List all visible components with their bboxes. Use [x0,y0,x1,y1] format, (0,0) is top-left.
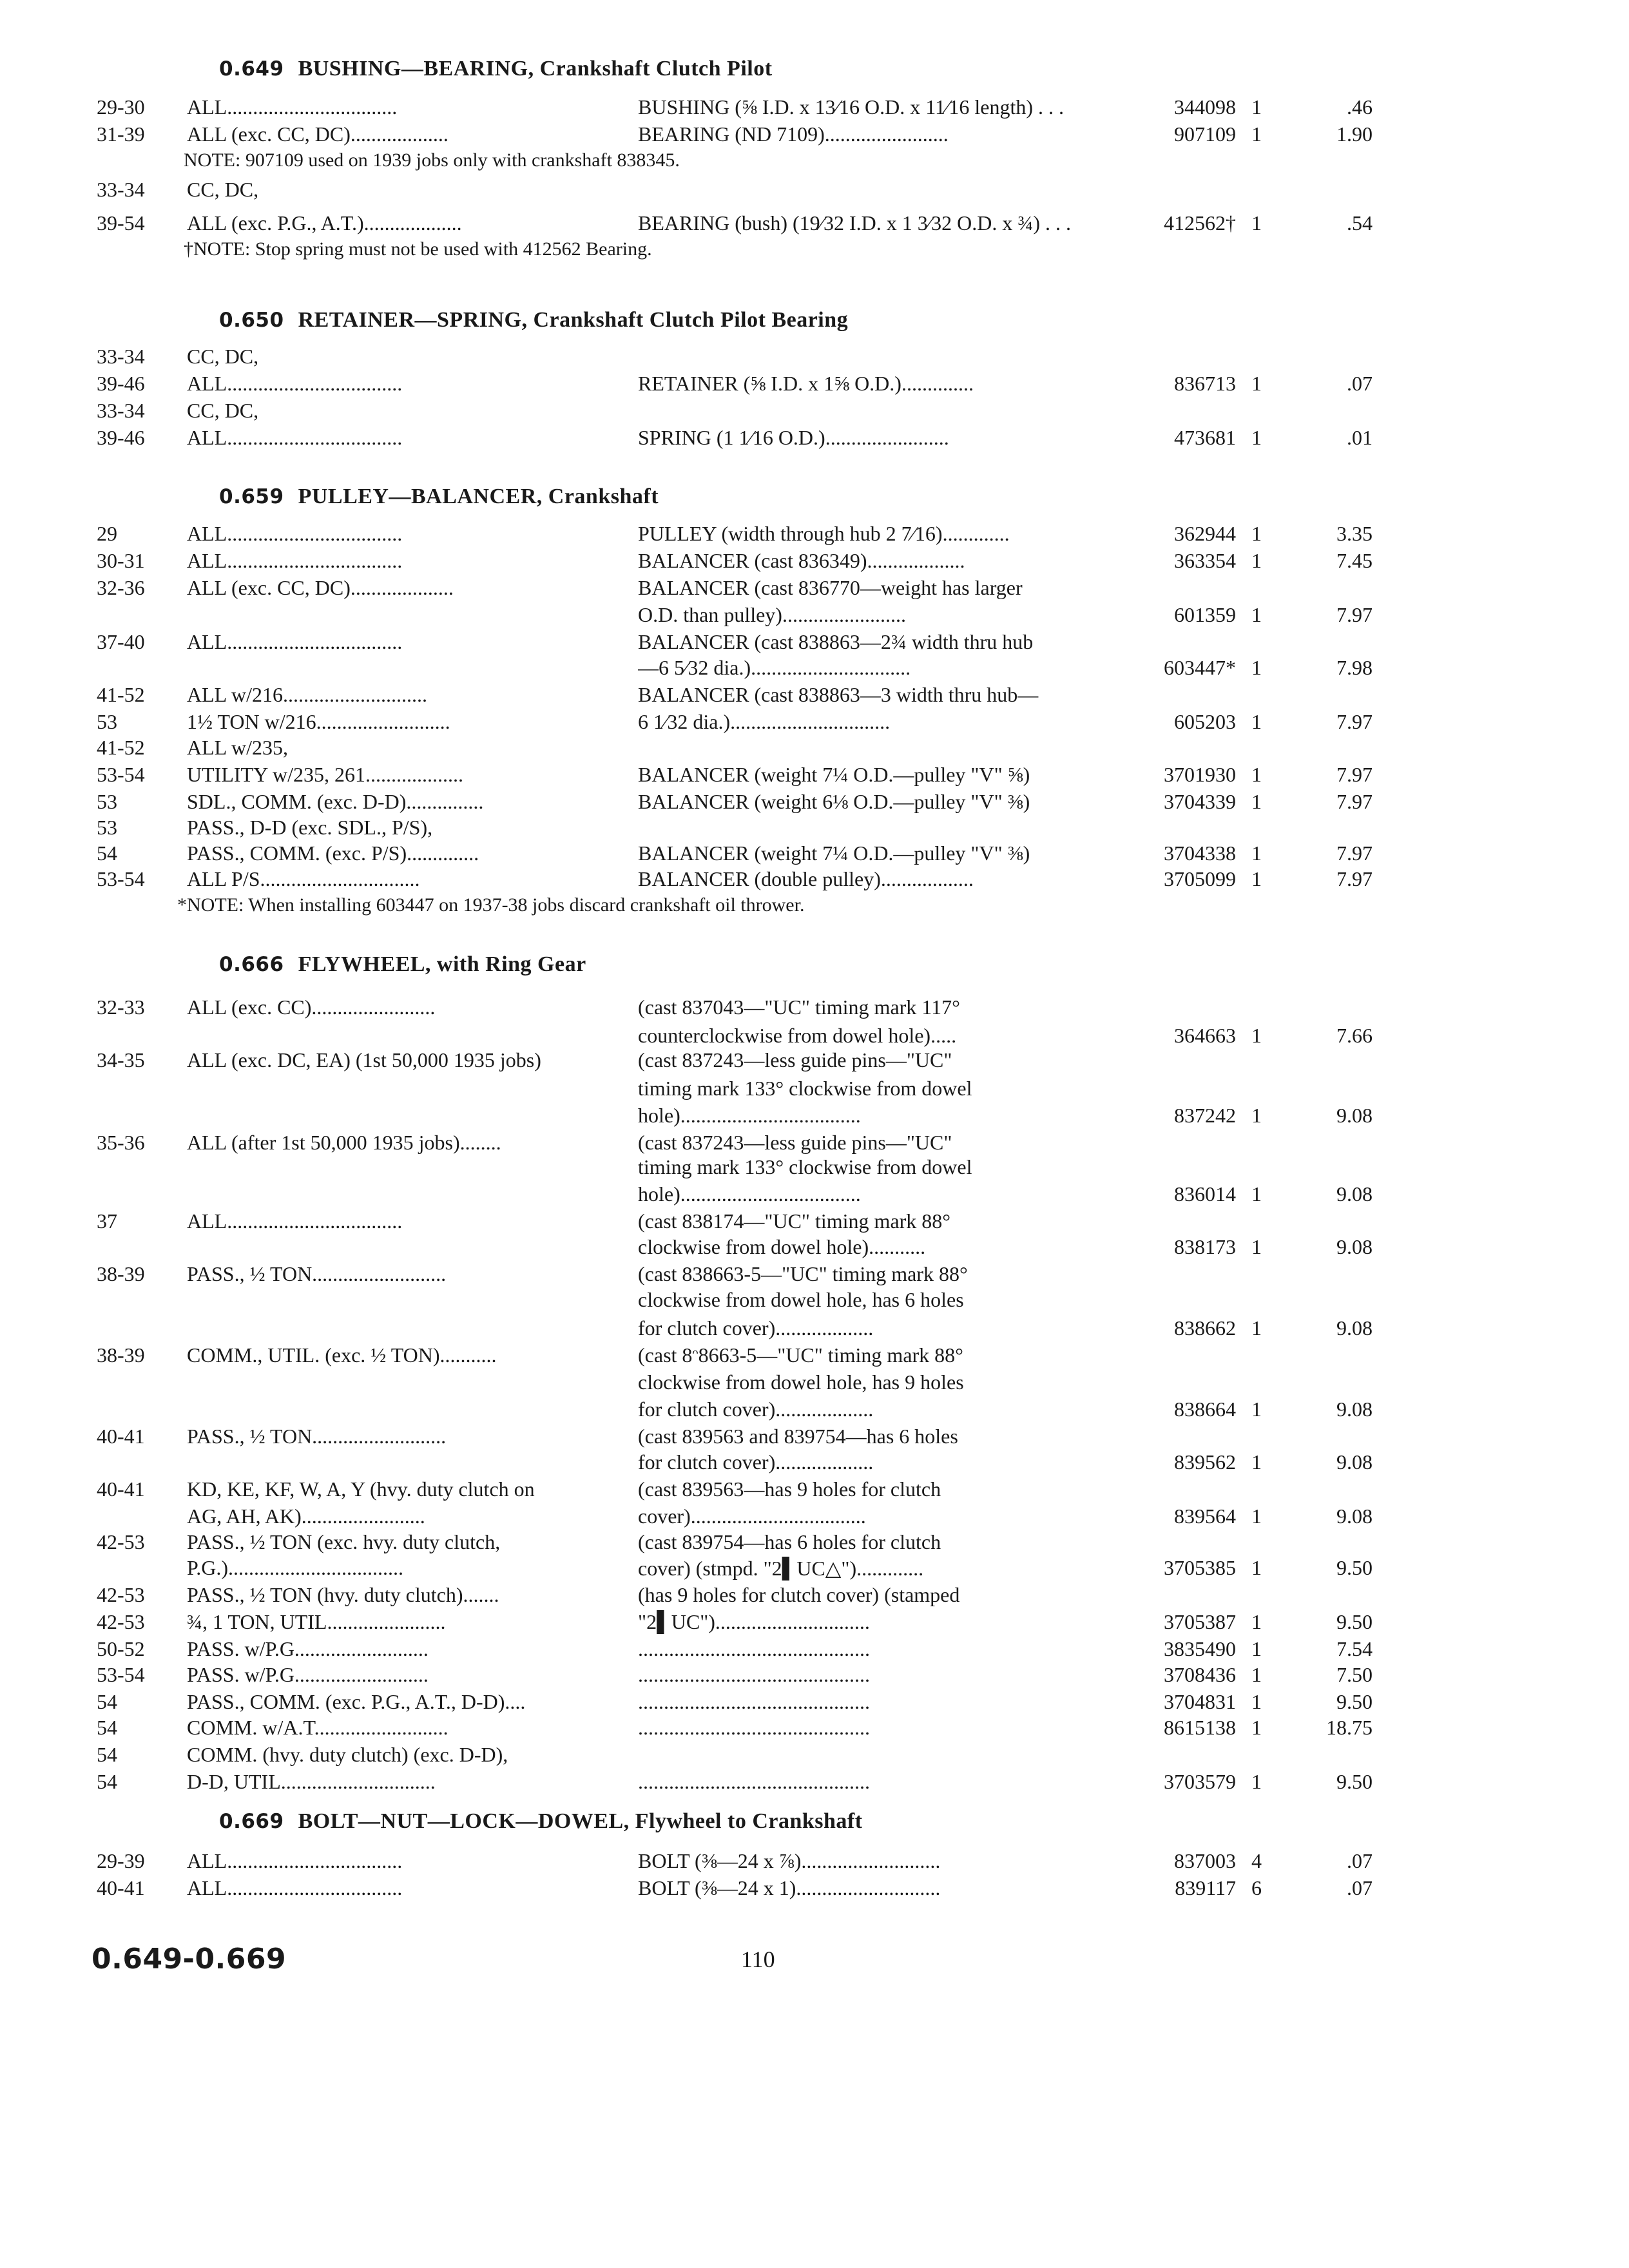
quantity-cell: 1 [1251,1663,1262,1686]
price-cell: 9.50 [1336,1610,1373,1633]
quantity-cell: 1 [1251,1316,1262,1340]
years-cell: 37-40 [97,630,145,653]
price-cell: .07 [1347,1849,1373,1872]
price-cell: 9.50 [1336,1690,1373,1713]
price-cell: 7.97 [1336,867,1373,890]
quantity-cell: 1 [1251,1556,1262,1579]
quantity-cell: 1 [1251,841,1262,865]
parts-row [0,399,1629,425]
part-number-cell: 412562† [1164,211,1236,235]
quantity-cell: 1 [1251,122,1262,146]
parts-row [0,345,1629,370]
years-cell: 32-36 [97,576,145,599]
years-cell: 39-46 [97,426,145,449]
part-number-cell: 605203 [1174,710,1236,733]
section-heading [219,952,586,977]
part-number-cell: 3705385 [1164,1556,1236,1579]
years-cell: 33-34 [97,345,145,368]
price-cell: 7.45 [1336,549,1373,572]
part-number-cell: 601359 [1174,603,1236,626]
parts-row [0,1477,1629,1503]
application-cell: ALL w/216............................ [187,683,428,706]
application-cell: CC, DC, [187,345,259,368]
parts-row [0,1504,1629,1530]
section-number: 0.659 [219,485,284,508]
description-cell: hole)................................... [638,1104,861,1127]
description-cell: O.D. than pulley)........................ [638,603,906,626]
years-cell: 39-46 [97,372,145,395]
price-cell: 9.08 [1336,1104,1373,1127]
description-cell: counterclockwise from dowel hole)..... [638,1024,957,1047]
description-cell: (has 9 holes for clutch cover) (stamped [638,1583,960,1606]
description-cell: BEARING (ND 7109)........................ [638,122,949,146]
price-cell: 7.97 [1336,841,1373,865]
parts-row [0,736,1629,762]
parts-row [0,995,1629,1021]
parts-row [0,1131,1629,1157]
years-cell: 38-39 [97,1343,145,1367]
years-cell: 54 [97,1716,117,1739]
description-cell: timing mark 133° clockwise from dowel [638,1155,972,1178]
application-cell: PASS., COMM. (exc. P/S).............. [187,841,479,865]
description-cell: BALANCER (cast 838863—3 width thru hub— [638,683,1039,706]
application-cell: ALL.................................. [187,549,403,572]
parts-row [0,816,1629,841]
section-heading [219,485,659,509]
description-cell: (cast 8ᵔ8663-5—"UC" timing mark 88° [638,1343,963,1367]
application-cell: ALL.................................. [187,1876,403,1899]
parts-row [0,1690,1629,1716]
quantity-cell: 6 [1251,1876,1262,1899]
application-cell: ALL (exc. CC)........................ [187,995,436,1019]
years-cell: 34-35 [97,1048,145,1072]
description-cell: (cast 839563 and 839754—has 6 holes [638,1425,958,1448]
description-cell: BALANCER (cast 836770—weight has larger [638,576,1023,599]
parts-row [0,1425,1629,1450]
application-cell: PASS., ½ TON (exc. hvy. duty clutch, [187,1530,501,1553]
description-cell: ............................................. [638,1637,870,1660]
description-cell: for clutch cover)................... [638,1398,874,1421]
price-cell: 9.08 [1336,1504,1373,1528]
part-number-cell: 3701930 [1164,763,1236,786]
parts-row [0,1876,1629,1902]
description-cell: BALANCER (weight 7¼ O.D.—pulley "V" ⅝) [638,763,1030,786]
part-number-cell: 839564 [1174,1504,1236,1528]
parts-row [0,603,1629,629]
part-number-cell: 3704338 [1164,841,1236,865]
parts-row [0,1398,1629,1423]
description-cell: BALANCER (weight 7¼ O.D.—pulley "V" ⅜) [638,841,1030,865]
description-cell: BALANCER (cast 838863—2¾ width thru hub [638,630,1034,653]
application-cell: D-D, UTIL.............................. [187,1770,436,1793]
note-text: *NOTE: When installing 603447 on 1937-38 jobs discard crankshaft oil thrower. [177,894,805,916]
description-cell: ............................................. [638,1663,870,1686]
years-cell: 35-36 [97,1131,145,1154]
years-cell: 40-41 [97,1876,145,1899]
years-cell: 30-31 [97,549,145,572]
application-cell: PASS., ½ TON.......................... [187,1262,447,1285]
part-number-cell: 8615138 [1164,1716,1236,1739]
part-number-cell: 839117 [1175,1876,1236,1899]
application-cell: ALL (after 1st 50,000 1935 jobs)........ [187,1131,501,1154]
parts-row [0,372,1629,398]
part-number-cell: 362944 [1174,522,1236,545]
price-cell: .46 [1347,95,1373,119]
quantity-cell: 1 [1251,656,1262,679]
parts-row [0,1849,1629,1875]
years-cell: 31-39 [97,122,145,146]
parts-row [0,1024,1629,1050]
parts-row [0,1343,1629,1369]
part-number-cell: 3704831 [1164,1690,1236,1713]
price-cell: 7.97 [1336,763,1373,786]
application-cell: ALL (exc. P.G., A.T.)................... [187,211,462,235]
quantity-cell: 1 [1251,372,1262,395]
application-cell: PASS., ½ TON.......................... [187,1425,447,1448]
price-cell: 7.66 [1336,1024,1373,1047]
section-title: RETAINER—SPRING, Crankshaft Clutch Pilot Bearing [298,308,849,332]
price-cell: 1.90 [1336,122,1373,146]
years-cell: 54 [97,841,117,865]
description-cell: clockwise from dowel hole, has 9 holes [638,1370,964,1394]
section-title: BOLT—NUT—LOCK—DOWEL, Flywheel to Crankshaft [298,1809,863,1833]
parts-row [0,178,1629,204]
part-number-cell: 839562 [1174,1450,1236,1474]
parts-row [0,576,1629,602]
part-number-cell: 837242 [1174,1104,1236,1127]
parts-row [0,683,1629,709]
years-cell: 54 [97,1743,117,1766]
years-cell: 40-41 [97,1477,145,1501]
parts-row [0,1104,1629,1129]
quantity-cell: 4 [1251,1849,1262,1872]
price-cell: 9.08 [1336,1398,1373,1421]
quantity-cell: 1 [1251,1770,1262,1793]
part-number-cell: 364663 [1174,1024,1236,1047]
quantity-cell: 1 [1251,211,1262,235]
years-cell: 38-39 [97,1262,145,1285]
quantity-cell: 1 [1251,1398,1262,1421]
description-cell: (cast 839563—has 9 holes for clutch [638,1477,941,1501]
years-cell: 29-30 [97,95,145,119]
part-number-cell: 837003 [1174,1849,1236,1872]
price-cell: 7.97 [1336,603,1373,626]
part-number-cell: 363354 [1174,549,1236,572]
price-cell: 7.54 [1336,1637,1373,1660]
part-number-cell: 907109 [1174,122,1236,146]
part-number-cell: 3835490 [1164,1637,1236,1660]
application-cell: ALL.................................. [187,630,403,653]
description-cell: (cast 839754—has 6 holes for clutch [638,1530,941,1553]
part-number-cell: 836014 [1174,1182,1236,1206]
price-cell: 7.50 [1336,1663,1373,1686]
parts-row [0,1155,1629,1181]
parts-row [0,1770,1629,1796]
quantity-cell: 1 [1251,95,1262,119]
application-cell: ALL.................................. [187,1209,403,1233]
parts-row [0,1716,1629,1742]
parts-row [0,867,1629,893]
description-cell: ............................................. [638,1716,870,1739]
section-title: BUSHING—BEARING, Crankshaft Clutch Pilot [298,57,773,81]
parts-row [0,1450,1629,1476]
years-cell: 42-53 [97,1530,145,1553]
description-cell: —6 5⁄32 dia.)............................... [638,656,911,679]
price-cell: .54 [1347,211,1373,235]
application-cell: 1½ TON w/216.......................... [187,710,450,733]
application-cell: PASS., COMM. (exc. P.G., A.T., D-D).... [187,1690,526,1713]
part-number-cell: 838664 [1174,1398,1236,1421]
quantity-cell: 1 [1251,603,1262,626]
parts-row [0,1583,1629,1609]
description-cell: RETAINER (⅝ I.D. x 1⅝ O.D.).............. [638,372,974,395]
description-cell: ............................................. [638,1690,870,1713]
application-cell: ¾, 1 TON, UTIL....................... [187,1610,446,1633]
part-number-cell: 836713 [1174,372,1236,395]
quantity-cell: 1 [1251,1450,1262,1474]
years-cell: 53 [97,816,117,839]
price-cell: 7.97 [1336,790,1373,813]
parts-row [0,95,1629,121]
years-cell: 53 [97,790,117,813]
description-cell: timing mark 133° clockwise from dowel [638,1077,972,1100]
description-cell: (cast 837243—less guide pins—"UC" [638,1048,952,1072]
parts-row [0,841,1629,867]
price-cell: 3.35 [1336,522,1373,545]
application-cell: ALL (exc. CC, DC).................... [187,576,454,599]
years-cell: 53-54 [97,763,145,786]
years-cell: 32-33 [97,995,145,1019]
years-cell: 29 [97,522,117,545]
parts-row [0,122,1629,148]
parts-row [0,1077,1629,1102]
application-cell: AG, AH, AK)........................ [187,1504,425,1528]
application-cell: ALL (exc. DC, EA) (1st 50,000 1935 jobs) [187,1048,541,1072]
quantity-cell: 1 [1251,1610,1262,1633]
description-cell: clockwise from dowel hole, has 6 holes [638,1288,964,1311]
application-cell: PASS. w/P.G.......................... [187,1637,429,1660]
years-cell: 53-54 [97,867,145,890]
quantity-cell: 1 [1251,1504,1262,1528]
part-number-cell: 3705387 [1164,1610,1236,1633]
price-cell: .07 [1347,372,1373,395]
description-cell: for clutch cover)................... [638,1450,874,1474]
description-cell: "2▌UC").............................. [638,1610,870,1633]
quantity-cell: 1 [1251,1182,1262,1206]
years-cell: 39-54 [97,211,145,235]
description-cell: 6 1⁄32 dia.)............................... [638,710,891,733]
parts-row [0,763,1629,789]
application-cell: ALL (exc. CC, DC)................... [187,122,448,146]
parts-row [0,1048,1629,1074]
description-cell: (cast 838663-5—"UC" timing mark 88° [638,1262,968,1285]
part-number-cell: 473681 [1174,426,1236,449]
application-cell: ALL.................................. [187,1849,403,1872]
years-cell: 33-34 [97,178,145,201]
section-heading [219,57,773,81]
years-cell: 33-34 [97,399,145,422]
years-cell: 53 [97,710,117,733]
quantity-cell: 1 [1251,426,1262,449]
parts-row [0,1262,1629,1288]
parts-row [0,656,1629,682]
price-cell: 9.08 [1336,1316,1373,1340]
parts-row [0,522,1629,548]
price-cell: .07 [1347,1876,1373,1899]
parts-row [0,1209,1629,1235]
price-cell: 7.98 [1336,656,1373,679]
description-cell: (cast 838174—"UC" timing mark 88° [638,1209,951,1233]
description-cell: (cast 837043—"UC" timing mark 117° [638,995,960,1019]
quantity-cell: 1 [1251,1716,1262,1739]
years-cell: 37 [97,1209,117,1233]
parts-row [0,1370,1629,1396]
quantity-cell: 1 [1251,710,1262,733]
description-cell: hole)................................... [638,1182,861,1206]
part-number-cell: 838662 [1174,1316,1236,1340]
part-number-cell: 3705099 [1164,867,1236,890]
application-cell: P.G.).................................. [187,1556,404,1579]
parts-row [0,211,1629,237]
parts-row [0,1743,1629,1769]
years-cell: 50-52 [97,1637,145,1660]
quantity-cell: 1 [1251,1690,1262,1713]
note-text: NOTE: 907109 used on 1939 jobs only with crankshaft 838345. [184,149,680,171]
years-cell: 41-52 [97,683,145,706]
years-cell: 42-53 [97,1583,145,1606]
description-cell: BOLT (⅜—24 x ⅞)........................... [638,1849,941,1872]
years-cell: 41-52 [97,736,145,759]
description-cell: BUSHING (⅝ I.D. x 13⁄16 O.D. x 11⁄16 length) . . . [638,95,1065,119]
years-cell: 53-54 [97,1663,145,1686]
years-cell: 40-41 [97,1425,145,1448]
part-number-cell: 838173 [1174,1235,1236,1258]
quantity-cell: 1 [1251,1024,1262,1047]
years-cell: 42-53 [97,1610,145,1633]
description-cell: BALANCER (cast 836349)................... [638,549,965,572]
application-cell: PASS., ½ TON (hvy. duty clutch)....... [187,1583,499,1606]
part-number-cell: 3703579 [1164,1770,1236,1793]
description-cell: (cast 837243—less guide pins—"UC" [638,1131,952,1154]
parts-row [0,1663,1629,1689]
quantity-cell: 1 [1251,763,1262,786]
section-heading [219,1809,863,1834]
section-number: 0.669 [219,1810,284,1833]
parts-row [0,1316,1629,1342]
description-cell: BALANCER (double pulley).................. [638,867,974,890]
application-cell: COMM. (hvy. duty clutch) (exc. D-D), [187,1743,508,1766]
price-cell: 9.08 [1336,1450,1373,1474]
application-cell: SDL., COMM. (exc. D-D)............... [187,790,484,813]
price-cell: 9.08 [1336,1235,1373,1258]
years-cell: 54 [97,1690,117,1713]
application-cell: ALL.................................. [187,372,403,395]
application-cell: COMM., UTIL. (exc. ½ TON)........... [187,1343,497,1367]
part-number-cell: 344098 [1174,95,1236,119]
parts-row [0,1530,1629,1556]
description-cell: for clutch cover)................... [638,1316,874,1340]
quantity-cell: 1 [1251,1637,1262,1660]
parts-row [0,1556,1629,1582]
parts-row [0,630,1629,656]
part-number-cell: 3708436 [1164,1663,1236,1686]
section-title: FLYWHEEL, with Ring Gear [298,952,586,976]
price-cell: 9.08 [1336,1182,1373,1206]
description-cell: cover) (stmpd. "2▌UC△")............. [638,1557,924,1580]
note-text: †NOTE: Stop spring must not be used with 412562 Bearing. [184,238,652,260]
application-cell: UTILITY w/235, 261................... [187,763,463,786]
parts-row [0,1235,1629,1261]
parts-row [0,1288,1629,1314]
description-cell: BEARING (bush) (19⁄32 I.D. x 1 3⁄32 O.D. x ¾) . . . [638,211,1071,235]
parts-row [0,710,1629,736]
application-cell: ALL.................................. [187,426,403,449]
page-section-range: 0.649-0.669 [92,1943,287,1975]
description-cell: clockwise from dowel hole)........... [638,1235,926,1258]
description-cell: BOLT (⅜—24 x 1)............................ [638,1876,941,1899]
price-cell: 7.97 [1336,710,1373,733]
quantity-cell: 1 [1251,867,1262,890]
description-cell: ............................................. [638,1770,870,1793]
page-number: 110 [741,1946,775,1972]
section-heading [219,308,848,332]
application-cell: ALL w/235, [187,736,289,759]
price-cell: 18.75 [1326,1716,1373,1739]
quantity-cell: 1 [1251,1235,1262,1258]
parts-row [0,1637,1629,1663]
years-cell: 29-39 [97,1849,145,1872]
parts-row [0,426,1629,452]
section-number: 0.666 [219,953,284,976]
parts-row [0,1182,1629,1208]
section-number: 0.650 [219,309,284,332]
application-cell: CC, DC, [187,178,259,201]
application-cell: ALL P/S............................... [187,867,420,890]
description-cell: cover).................................. [638,1504,866,1528]
part-number-cell: 603447* [1164,656,1236,679]
years-cell: 54 [97,1770,117,1793]
description-cell: SPRING (1 1⁄16 O.D.)........................ [638,426,949,449]
parts-row [0,1610,1629,1636]
application-cell: PASS. w/P.G.......................... [187,1663,429,1686]
section-title: PULLEY—BALANCER, Crankshaft [298,485,659,508]
price-cell: 9.50 [1336,1770,1373,1793]
quantity-cell: 1 [1251,1104,1262,1127]
price-cell: .01 [1347,426,1373,449]
application-cell: COMM. w/A.T.......................... [187,1716,448,1739]
price-cell: 9.50 [1336,1556,1373,1579]
quantity-cell: 1 [1251,522,1262,545]
parts-row [0,790,1629,816]
application-cell: CC, DC, [187,399,259,422]
application-cell: ALL.................................. [187,522,403,545]
parts-row [0,549,1629,575]
description-cell: PULLEY (width through hub 2 7⁄16)............. [638,522,1010,545]
application-cell: PASS., D-D (exc. SDL., P/S), [187,816,433,839]
application-cell: KD, KE, KF, W, A, Y (hvy. duty clutch on [187,1477,535,1501]
description-cell: BALANCER (weight 6⅛ O.D.—pulley "V" ⅜) [638,790,1030,813]
quantity-cell: 1 [1251,790,1262,813]
section-number: 0.649 [219,57,284,81]
part-number-cell: 3704339 [1164,790,1236,813]
quantity-cell: 1 [1251,549,1262,572]
application-cell: ALL................................. [187,95,398,119]
